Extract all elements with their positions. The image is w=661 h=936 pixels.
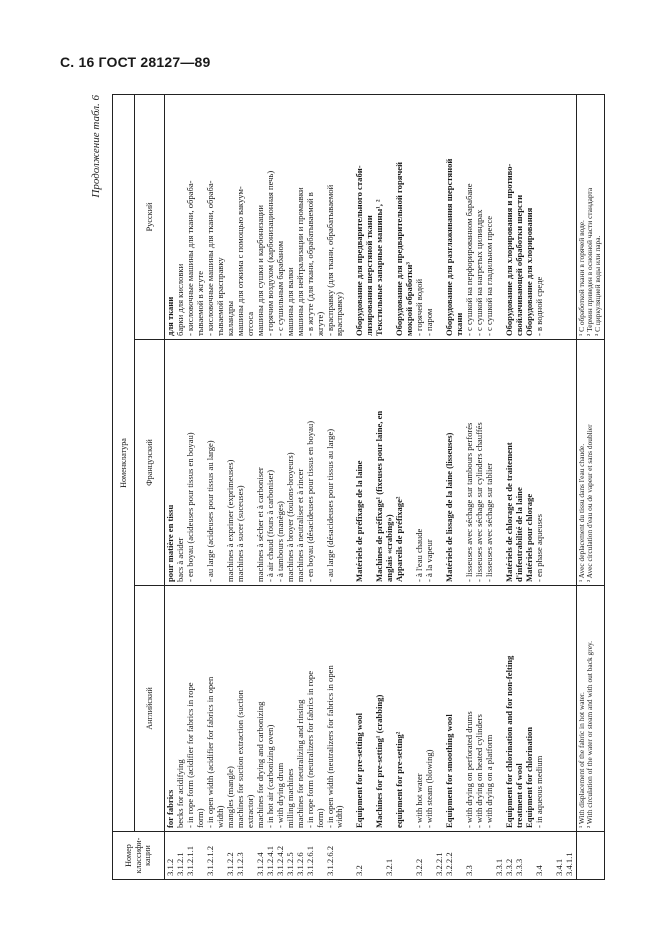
footnote-text: ² With circulation of the water or steam and with out back grey. [585,640,594,828]
term-line: - с сушкой на перфорированном барабане [464,183,475,336]
term-line: extractor) [244,794,255,828]
classification-code: 3.3.1 [493,858,504,876]
term-line: Оборудование для предварительной горячей [394,161,405,336]
term-line: - en boyau (acideuses pour tissus en boyau) [184,432,195,582]
classification-code: 3.1.2.6.2 [324,845,335,876]
french-column [165,340,577,586]
header-english: Английский [135,586,165,832]
term-line: Equipment for chlorination [523,726,534,828]
term-line: form) [194,808,205,828]
classification-code: 3.4.1 [553,858,564,876]
term-line: - in hot air (carbonizing oven) [264,724,275,828]
footnote-text: ³ С циркуляцией воды или пара. [593,235,603,336]
term-line: machines à exprimer (exprimeuses) [224,459,235,582]
term-line: for fabrics [165,789,175,828]
term-line: каландры [224,300,235,336]
term-line: - à la vapeur [424,539,435,582]
term-line: свойлачивающей обработки шерсти [513,194,524,336]
footnote-text: ² Термин приведен в основной части стандарта [585,187,594,336]
term-line: Оборудование для разглаживания шерстяной [444,158,455,336]
term-line: milling machines [284,768,295,828]
term-line: - lisseuses avec séchage sur cylinders chauffés [474,422,485,582]
classification-code [365,835,375,876]
header-nomenclature: Номенклатура [113,94,135,831]
english-column [165,586,577,832]
term-line: - lisseuses avec séchage sur tablier [484,462,494,582]
term-line: машины для отжима с помощью вакуум- [234,186,245,336]
classification-code: 3.1.2.4.1 [264,845,275,876]
classification-code: 3.1.2 [165,858,175,876]
codes-column [165,832,577,880]
term-line: Appareils de préfixage² [394,496,405,582]
term-line: - en boyau (désacideuses pour tissus en boyau) [304,420,315,582]
classification-code: 3.4.1.1 [563,852,574,876]
term-line: Оборудование для хлорирования [523,207,534,336]
term-line: машины для валки [284,267,295,336]
row-spacer [335,343,345,582]
classification-code: 3.1.2.4 [254,852,265,876]
classification-code: 3.2.2.2 [444,852,455,876]
term-line: mangles (mangle) [224,766,235,828]
term-line: - горячим воздухом (карбонизационная печь) [264,170,275,336]
term-line: bacs à acider [174,537,185,582]
term-line: machines à sécher et à carboniser [254,467,265,582]
term-line: width) [214,805,225,828]
term-line: machines for drying and carbonizing [254,701,265,828]
classification-code: 3.1.2.6 [294,852,305,876]
term-line: ткани [454,312,465,336]
classification-code: 3.1.2.2 [224,852,235,876]
term-line: d'infeutrabilité de la laine [513,487,524,582]
classification-code: 3.2.1 [384,858,395,876]
term-line: machines à broyer (foulons-broyeurs) [284,452,295,582]
term-line: - горячей водой [414,278,425,336]
classification-code: 3.1.2.6.1 [304,845,315,876]
term-line: form) [314,808,325,828]
term-line: - с сушкой на гладильном прессе [484,215,494,336]
term-line: - au large (désacideuses pour tissus au large) [324,428,335,582]
term-line: Machines de préfixage¹ (fixeuses pour laine, en [374,410,385,582]
classification-code [335,835,345,876]
term-line: - in aqueous medium [533,755,544,828]
header-russian: Русский [135,94,165,339]
term-line: - with steam (blowing) [424,749,435,828]
term-line: отсоса [244,311,255,336]
term-line: - врасправку (для ткани, обрабатываемой [324,184,335,336]
continuation-label: Продолжение табл. 6 [90,95,102,198]
term-line: pour matière en tissu [165,504,175,582]
russian-column [165,94,577,339]
row-spacer [316,343,326,582]
term-line: - à l'eau chaude [414,528,425,582]
term-line: - in rope form (acidifier for fabrics in rope [184,682,195,828]
term-line: Equipment for smoothing wool [444,714,455,828]
term-line: - in rope form (neutralizers for fabrics in rope [304,670,315,828]
term-line: Equipment for pre-setting wool [354,713,365,828]
term-line: мокрой обработки³ [404,262,415,336]
classification-code [475,835,485,876]
nomenclature-table [112,94,605,880]
term-line: - à air chaud (fours à carboniser) [264,469,275,582]
term-line: anglais «crabing») [384,514,395,582]
term-line: equipment for pre-setting² [394,731,405,828]
term-line: Текстильные запарные машины¹, ² [374,199,385,336]
term-line: - with drying on perforated drums [464,711,475,828]
term-line: для ткани [165,296,175,336]
footnotes-russian [576,94,604,339]
term-line: тываемой в жгуте [194,270,205,336]
classification-code: 3.3.2 [503,858,514,876]
term-line: жгуте) [314,311,325,336]
term-line: width) [334,805,345,828]
term-line: - in open width (neutralizers for fabrics in open [324,665,335,828]
footnotes-french [576,340,604,586]
classification-code [395,835,405,876]
rotated-table-sheet [90,95,620,880]
term-line: - с сушкой на нагретых цилиндрах [474,209,485,336]
classification-code: 3.1.2.5 [284,852,295,876]
classification-code: 3.1.2.1.1 [184,845,195,876]
term-line: Matériels de préfixage de la laine [354,460,365,582]
term-line: машины для сушки и карбонизации [254,204,265,336]
term-line: becks for acidifying [174,759,185,828]
footnotes-english [576,586,604,832]
term-line: - with hot water [414,773,425,828]
term-line: машины для нейтрализации и промывки [294,187,305,336]
classification-code: 3.2 [354,865,365,876]
page-header: С. 16 ГОСТ 28127—89 [60,54,211,70]
term-line: - кисловочные машины для ткани, обраба- [204,180,215,336]
footnote-cell-empty [576,832,604,880]
term-line: - в жгуте (для ткани, обрабатываемой в [304,192,315,336]
term-line: machines à sucer (suceuses) [234,485,245,582]
term-line: - au large (acideuses pour tissus au large) [204,440,215,582]
classification-code [316,835,326,876]
term-line: - à tambours (manèges) [274,501,285,582]
classification-code: 3.3 [464,865,475,876]
term-line: - en phase aqueuses [533,513,544,582]
term-line: тываемой врасправку [214,257,225,336]
footnote-text: ¹ С обработкой ткани в горячей воде. [576,220,586,336]
term-line: - с сушильным барабаном [274,240,285,336]
term-line: - with drying drum [274,762,285,828]
header-french: Французский [135,340,165,586]
term-line: - with drying on a platform [484,734,494,828]
classification-code: 3.1.2.3 [234,852,245,876]
term-line: machines à neutraliser et à rincer [294,468,305,582]
classification-code: 3.3.3 [513,858,524,876]
classification-code: 3.1.2.4.2 [274,845,285,876]
term-line: Matériels pour chlorage [523,493,534,582]
term-line: - в водной среде [533,276,544,336]
footnote-text: ¹ With displacement of the fabric in hot water. [576,692,586,828]
term-line: Оборудование для хлорирования и противо- [503,163,514,336]
term-line: лизирования шерстяной ткани [364,215,375,336]
header-classification-code: Номер классифи- кации [113,832,165,880]
term-line: барки для кисловки [174,263,185,336]
term-line: Equipment for chlorination and for non-felting [503,655,514,828]
term-line: Matériels de lissage de la laine (lisseuses) [444,432,455,582]
term-line: - in open width (acidifier for fabrics in open [204,676,215,828]
classification-code: 3.1.2.1.2 [204,845,215,876]
term-line: treatment of wool [513,763,524,828]
term-line: врасправку) [334,292,345,336]
classification-code: 3.2.2 [414,858,425,876]
term-line: - with drying on heated cylinders [474,714,485,828]
term-line: machines for suction extraction (suction [234,690,245,828]
term-line: machines for neutralizing and rinsing [294,699,305,828]
classification-code: 3.1.2.1 [174,852,185,876]
term-line: Matériels de chlorage et de traitement [503,442,514,582]
term-line: Machines for pre-setting¹ (crabbing) [374,694,385,828]
classification-code: 3.4 [533,865,544,876]
footnote-text: ² Avec circulation d'eau ou de vapeur et sans doublier [585,424,594,582]
term-line: Оборудование для предварительного стаби- [354,165,365,336]
term-line: - паром [424,308,435,336]
term-line: - кисловочные машины для ткани, обраба- [184,180,195,336]
classification-code: 3.2.2.1 [434,852,445,876]
footnote-text: ¹ Avec deplacement du tissu dans l'eau chaude. [576,443,586,582]
term-line: - lisseuses avec séchage sur tambours perforés [464,422,475,582]
